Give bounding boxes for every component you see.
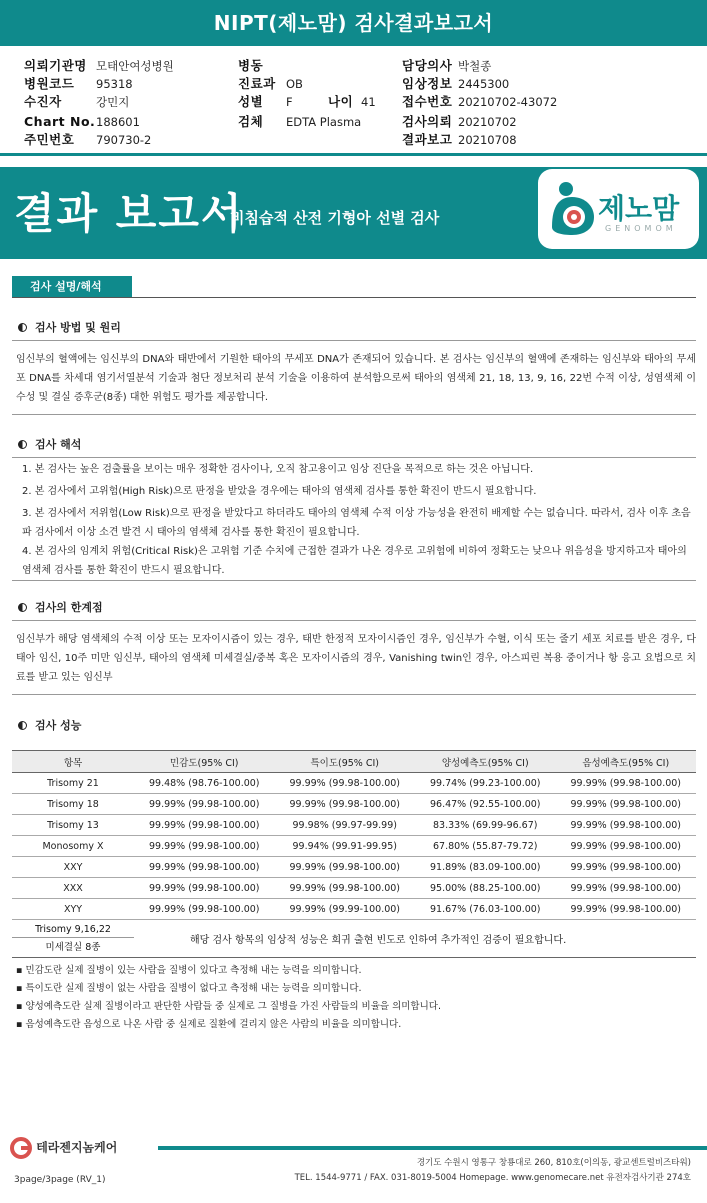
- table-cell: 99.99% (99.98-100.00): [556, 773, 697, 794]
- extra-message: 해당 검사 항목의 임상적 성능은 희귀 출현 빈도로 인하여 추가적인 검증이 필요합니다.: [190, 935, 567, 946]
- info-value: 41: [361, 95, 376, 109]
- heading-text: 검사의 한계점: [35, 601, 103, 614]
- table-cell: 99.94% (99.91-99.95): [275, 836, 416, 857]
- table-cell: 99.48% (98.76-100.00): [134, 773, 275, 794]
- contact-line: TEL. 1544-9771 / FAX. 031-8019-5004 Homepage. www.genomecare.net 유전자검사기관 274호: [294, 1173, 691, 1183]
- table-cell: XXY: [12, 857, 134, 878]
- address-line: 경기도 수원시 영통구 창룡대로 260, 810호(이의동, 광교센트럴비즈타워): [416, 1158, 691, 1168]
- half-circle-icon: [18, 721, 27, 730]
- table-cell: 83.33% (69.99-96.67): [415, 815, 556, 836]
- table-cell: Trisomy 21: [12, 773, 134, 794]
- footer-divider: [158, 1146, 707, 1150]
- table-row: [12, 857, 696, 878]
- banner-title: 결과 보고서: [14, 189, 244, 238]
- divider: [12, 297, 696, 298]
- logo-text: 제노맘: [598, 192, 680, 225]
- table-cell: 91.67% (76.03-100.00): [415, 899, 556, 920]
- banner-subtitle: 비침습적 산전 기형아 선별 검사: [230, 209, 440, 227]
- divider: [12, 457, 696, 458]
- method-heading: [18, 319, 121, 335]
- table-row: [12, 899, 696, 920]
- table-cell: 99.99% (99.98-100.00): [275, 794, 416, 815]
- half-circle-icon: [18, 323, 27, 332]
- table-cell: 99.99% (99.98-100.00): [556, 815, 697, 836]
- performance-heading: [18, 717, 81, 733]
- interpret-heading: [18, 436, 81, 452]
- column-header: 특이도(95% CI): [275, 751, 416, 773]
- heading-text: 검사 성능: [35, 719, 82, 732]
- table-cell: 99.99% (99.98-100.00): [134, 878, 275, 899]
- heading-text: 검사 방법 및 원리: [35, 321, 121, 334]
- info-value: 20210702-43072: [458, 95, 558, 109]
- patient-info-panel: [0, 46, 707, 156]
- info-value: 188601: [96, 115, 140, 129]
- table-cell: 99.99% (99.98-100.00): [275, 857, 416, 878]
- genomom-logo-icon: [548, 179, 598, 239]
- table-cell: XYY: [12, 899, 134, 920]
- info-value: EDTA Plasma: [286, 115, 362, 129]
- footer-address: [295, 1156, 691, 1186]
- report-banner: [0, 167, 707, 259]
- company-logo-icon: [10, 1137, 32, 1159]
- table-cell: 67.80% (55.87-79.72): [415, 836, 556, 857]
- info-label: 접수번호: [402, 94, 453, 109]
- table-row: [12, 773, 696, 794]
- info-label: 의뢰기관명: [24, 58, 87, 73]
- table-cell: 99.99% (99.98-100.00): [134, 794, 275, 815]
- divider: [12, 694, 696, 695]
- method-paragraph: 임신부의 혈액에는 임신부의 DNA와 태반에서 기원한 태아의 무세포 DNA가 존재되어 있습니다. 본 검사는 임신부의 혈액에 존재하는 임신부와 태아의 무세포 DNA를 차세대 염기서열분석 기술과 첨단 정보처리 분석 기술을 이용하여 분석함으로써 태아의 염색체 21, 18, 13, 9, 16, 22번 수적 이상, 성염색체 이수성 및 결실 증후군(8종) 대한 위험도 평가를 제공합니다.: [16, 354, 696, 403]
- info-value: 강민지: [96, 95, 130, 109]
- table-cell: 95.00% (88.25-100.00): [415, 878, 556, 899]
- info-label: 결과보고: [402, 132, 453, 147]
- info-value: OB: [286, 77, 303, 91]
- info-value: 95318: [96, 77, 133, 91]
- info-value: 모태안여성병원: [96, 59, 174, 73]
- column-header: 양성예측도(95% CI): [415, 751, 556, 773]
- performance-table: [12, 750, 696, 920]
- divider: [12, 620, 696, 621]
- table-cell: 99.99% (99.98-100.00): [556, 857, 697, 878]
- limits-heading: [18, 599, 103, 615]
- extra-label: 미세결실 8종: [45, 942, 101, 953]
- column-header: 민감도(95% CI): [134, 751, 275, 773]
- table-cell: 99.99% (99.98-100.00): [275, 773, 416, 794]
- definition-notes: [16, 962, 441, 1034]
- extra-row: [12, 921, 696, 957]
- info-label: 병동: [238, 58, 264, 73]
- info-label: 검체: [238, 114, 264, 129]
- info-label: 성별: [238, 94, 264, 109]
- info-label: Chart No.: [24, 114, 96, 129]
- logo-subtext: GENOMOM: [605, 224, 677, 233]
- table-row: [12, 815, 696, 836]
- column-header: 항목: [12, 751, 134, 773]
- table-cell: 99.99% (99.98-100.00): [134, 836, 275, 857]
- table-cell: XXX: [12, 878, 134, 899]
- genomom-logo: [538, 169, 699, 249]
- table-cell: Monosomy X: [12, 836, 134, 857]
- table-cell: 99.99% (99.98-100.00): [134, 899, 275, 920]
- table-cell: 99.99% (99.98-100.00): [275, 878, 416, 899]
- info-value: 박철종: [458, 59, 492, 73]
- table-cell: 99.74% (99.23-100.00): [415, 773, 556, 794]
- column-header: 음성예측도(95% CI): [556, 751, 697, 773]
- info-label: 나이: [328, 94, 354, 109]
- info-label: 검사의뢰: [402, 114, 453, 129]
- table-cell: 99.99% (99.99-100.00): [275, 899, 416, 920]
- list-item: 2. 본 검사에서 고위험(High Risk)으로 판정을 받았을 경우에는 태아의 염색체 검사를 통한 확진이 반드시 필요합니다.: [22, 486, 537, 497]
- divider: [12, 580, 696, 581]
- table-row: [12, 878, 696, 899]
- table-row: [12, 794, 696, 815]
- info-value: 20210702: [458, 115, 517, 129]
- limits-paragraph: 임신부가 해당 염색체의 수적 이상 또는 모자이시즘이 있는 경우, 태반 한정적 모자이시즘인 경우, 임신부가 수혈, 이식 또는 줄기 세포 치료를 받은 경우, 다태아 임신, 10주 미만 임신부, 태아의 염색체 미세결실/중복 혹은 모자이시즘의 경우, Vanishing twin인 경우, 아스피린 복용 중이거나 항 응고 요법으로 치료를 받고 있는 임신부: [16, 634, 696, 683]
- info-label: 담당의사: [402, 58, 453, 73]
- table-cell: 99.99% (99.98-100.00): [556, 794, 697, 815]
- list-item: 1. 본 검사는 높은 검출률을 보이는 매우 정확한 검사이나, 오직 참고용이고 임상 진단을 목적으로 하는 것은 아닙니다.: [22, 464, 534, 475]
- half-circle-icon: [18, 440, 27, 449]
- list-item: 4. 본 검사의 임계치 위험(Critical Risk)은 고위험 기준 수치에 근접한 결과가 나온 경우로 고위험에 비하여 정확도는 낮으나 위음성을 방지하고자 태아의 염색체 검사를 통한 확진이 반드시 필요합니다.: [22, 546, 687, 576]
- info-label: 주민번호: [24, 132, 75, 147]
- company-logo: [10, 1137, 117, 1159]
- note-item: ▪ 민감도란 실제 질병이 있는 사람을 질병이 있다고 측정해 내는 능력을 의미합니다.: [16, 965, 362, 976]
- table-cell: 99.99% (99.98-100.00): [134, 857, 275, 878]
- info-label: 임상정보: [402, 76, 453, 91]
- report-title: NIPT(제노맘) 검사결과보고서: [0, 0, 707, 46]
- heading-text: 검사 해석: [35, 438, 82, 451]
- section-tab: 검사 설명/해석: [12, 276, 132, 298]
- note-item: ▪ 음성예측도란 음성으로 나온 사람 중 실제로 질환에 걸리지 않은 사람의 비율을 의미합니다.: [16, 1019, 402, 1030]
- info-label: 진료과: [238, 76, 276, 91]
- info-value: 20210708: [458, 133, 517, 147]
- extra-label: Trisomy 9,16,22: [12, 921, 134, 938]
- table-cell: 91.89% (83.09-100.00): [415, 857, 556, 878]
- table-cell: 99.99% (99.98-100.00): [556, 899, 697, 920]
- info-label: 수진자: [24, 94, 62, 109]
- list-item: 3. 본 검사에서 저위험(Low Risk)으로 판정을 받았다고 하더라도 태아의 염색체 수적 이상 가능성을 완전히 배제할 수는 없습니다. 따라서, 검사 이후 초음파 검사에서 이상 소견 발견 시 태아의 염색체 검사를 통한 확진이 필요합니다.: [22, 508, 691, 538]
- table-cell: 96.47% (92.55-100.00): [415, 794, 556, 815]
- table-cell: Trisomy 18: [12, 794, 134, 815]
- half-circle-icon: [18, 603, 27, 612]
- divider: [12, 414, 696, 415]
- table-header-row: [12, 751, 696, 773]
- info-value: 2445300: [458, 77, 510, 91]
- note-item: ▪ 특이도란 실제 질병이 없는 사람을 질병이 없다고 측정해 내는 능력을 의미합니다.: [16, 983, 362, 994]
- table-row: [12, 836, 696, 857]
- table-cell: Trisomy 13: [12, 815, 134, 836]
- info-value: 790730-2: [96, 133, 152, 147]
- page-number: 3page/3page (RV_1): [14, 1175, 106, 1185]
- table-cell: 99.98% (99.97-99.99): [275, 815, 416, 836]
- table-cell: 99.99% (99.98-100.00): [134, 815, 275, 836]
- divider: [12, 340, 696, 341]
- table-cell: 99.99% (99.98-100.00): [556, 836, 697, 857]
- table-cell: 99.99% (99.98-100.00): [556, 878, 697, 899]
- company-name: 테라젠지놈케어: [36, 1140, 118, 1155]
- info-value: F: [286, 95, 293, 109]
- info-label: 병원코드: [24, 76, 75, 91]
- divider: [12, 957, 696, 958]
- note-item: ▪ 양성예측도란 실제 질병이라고 판단한 사람들 중 실제로 그 질병을 가진 사람들의 비율을 의미합니다.: [16, 1001, 441, 1012]
